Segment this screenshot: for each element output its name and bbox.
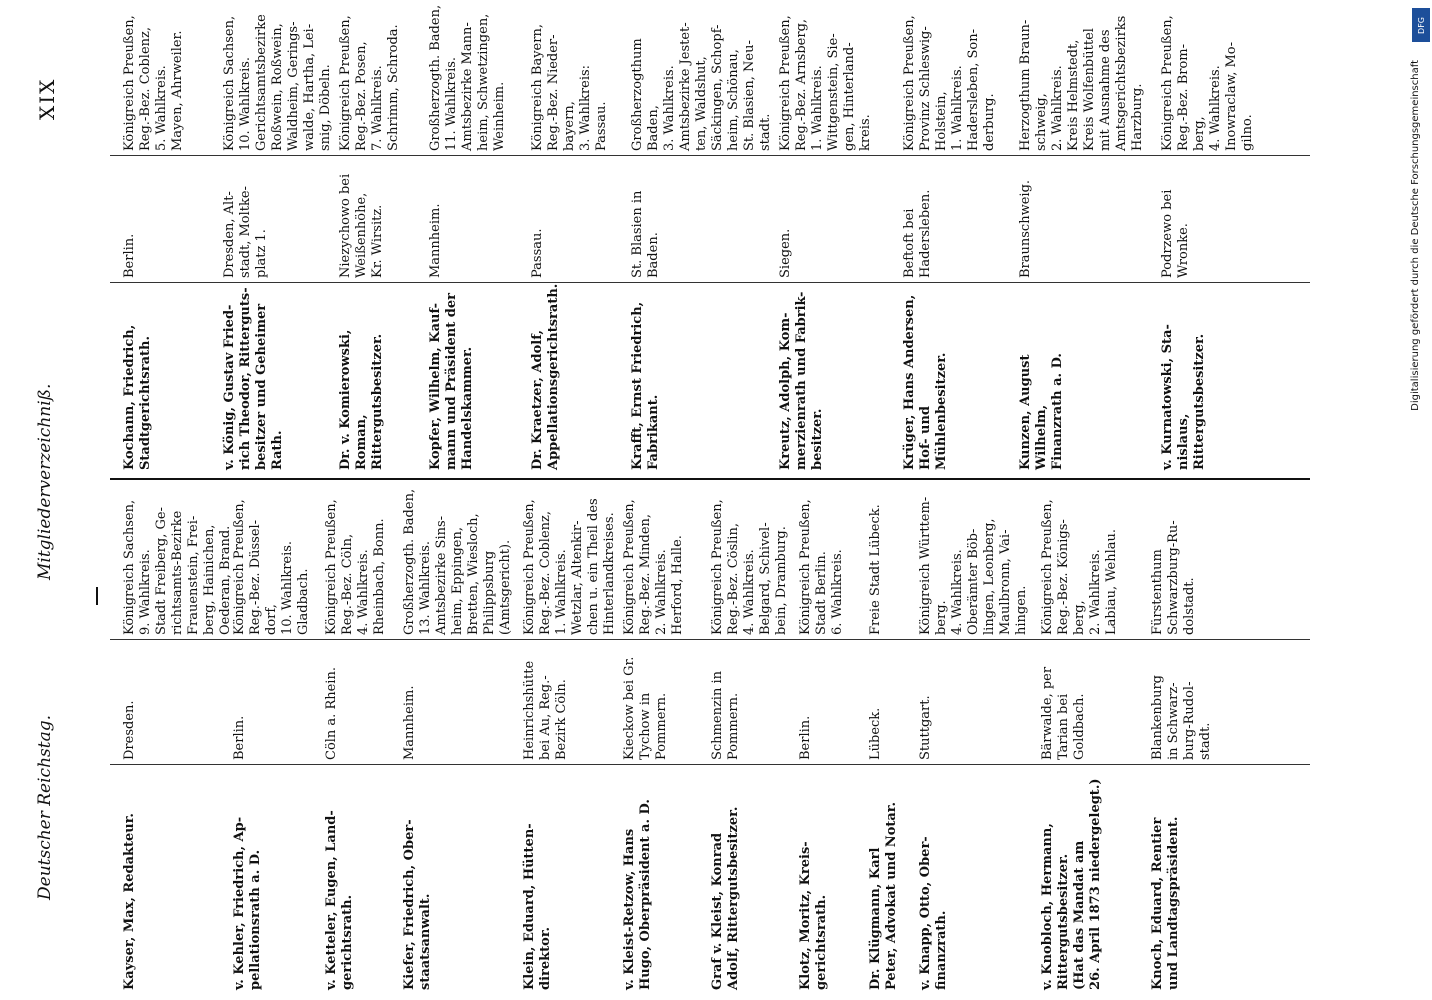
entry-district: Großherzogth. Baden, 13. Wahlkreis. Amtsbezirke Sins- heim, Eppingen, Bretten, Wiesloch, Philippsburg (Amtsgericht). xyxy=(402,488,513,635)
entry-district: Königreich Preußen, Provinz Schleswig- Holstein, 1. Wahlkreis. Hadersleben, Son- derburg. xyxy=(902,15,997,151)
page-number: XIX xyxy=(35,77,59,120)
entry-name: v. Kleist-Retzow, Hans Hugo, Oberpräsident a. D. xyxy=(622,799,653,990)
entry-place: Passau. xyxy=(530,228,545,278)
entry-name: v. Kurnatowski, Sta- nislaus, Rittergutsbesitzer. xyxy=(1160,324,1207,470)
entry-place: Podrzewo bei Wronke. xyxy=(1160,189,1191,278)
entry-place: Kieckow bei Gr. Tychow in Pommern. xyxy=(622,656,669,760)
entry-name: Knoch, Eduard, Rentier und Landtagspräsident. xyxy=(1150,816,1181,990)
header-dash xyxy=(96,587,98,605)
entry-district: Großherzogth. Baden, 11. Wahlkreis. Amtsbezirke Mann- heim, Schwetzingen, Weinheim. xyxy=(428,4,507,151)
entry-name: Graf v. Kleist, Konrad Adolf, Rittergutsbesitzer. xyxy=(710,806,741,990)
dfg-logo-badge xyxy=(1412,8,1430,42)
entry-place: St. Blasien in Baden. xyxy=(630,190,661,278)
entry-place: Niezychowo bei Weißenhöhe, Kr. Wirsitz. xyxy=(338,173,385,278)
entry-name: v. Knobloch, Hermann, Rittergutsbesitzer. (Hat das Mandat am 26. April 1873 niedergelegt.) xyxy=(1040,778,1103,990)
entry-district: Freie Stadt Lübeck. xyxy=(868,504,883,635)
entry-district: Fürstenthum Schwarzburg-Ru- dolstadt. xyxy=(1150,520,1197,635)
entry-district: Königreich Preußen, Reg.-Bez. Minden, 2. Wahlkreis. Herford, Halle. xyxy=(622,499,685,635)
entry-name: Klein, Eduard, Hütten- direktor. xyxy=(522,823,553,990)
entry-district: Königreich Württem- berg. 4. Wahlkreis. Oberämter Böb- lingen, Leonberg, Maulbronn, Vai- hingen. xyxy=(918,496,1029,635)
entry-place: Dresden, Alt- stadt, Moltke- platz 1. xyxy=(222,186,269,278)
entry-name: Dr. Kraetzer, Adolf, Appellationsgerichtsrath. xyxy=(530,283,561,470)
entry-district: Königreich Sachsen, 10. Wahlkreis. Gerichtsamtsbezirke Roßwein, Roßwein, Waldheim, Gerings- walde, Hartha, Lei- snig, Döbeln. xyxy=(222,14,333,151)
entry-district: Herzogthum Braun- schweig, 2. Wahlkreis. Kreis Helmstedt, Kreis Wolfenbüttel mit Ausnahme des Amtsgerichtsbezirks Harzburg. xyxy=(1018,15,1145,151)
entry-district: Königreich Sachsen, 9. Wahlkreis. Stadt Freiberg, Ge- richtsamts-Bezirke Frauenstein, Frei- berg, Hainichen, Oederan, Brand. xyxy=(122,499,233,635)
entry-name: Klotz, Moritz, Kreis- gerichtsrath. xyxy=(798,841,829,990)
entry-district: Königreich Preußen, Reg.-Bez. Coblenz, 1. Wahlkreis. Wetzlar, Altenkir- chen u. ein Theil des Hinterlandkreises. xyxy=(522,498,617,635)
entry-place: Beftoft bei Hadersleben. xyxy=(902,189,933,278)
entry-place: Stuttgart. xyxy=(918,695,933,760)
entry-name: Kayser, Max, Redakteur. xyxy=(122,813,137,990)
entry-district: Königreich Preußen, Reg.-Bez. Düssel- dorf, 10. Wahlkreis. Gladbach. xyxy=(232,499,311,635)
entry-place: Berlin. xyxy=(122,233,137,278)
page-header xyxy=(0,0,100,1000)
entry-name: Krafft, Ernst Friedrich, Fabrikant. xyxy=(630,301,661,470)
digitization-credit-text: Digitalisierung gefördert durch die Deutsche Forschungsgemeinschaft xyxy=(1410,60,1421,411)
column-rule xyxy=(110,282,1310,283)
column-rule xyxy=(110,764,1310,765)
entry-name: v. Kehler, Friedrich, Ap- pellationsrath a. D. xyxy=(232,816,263,990)
left-column-table xyxy=(110,480,1310,1000)
entry-place: Lübeck. xyxy=(868,707,883,760)
entry-name: Kunzen, August Wilhelm, Finanzrath a. D. xyxy=(1018,353,1065,470)
entry-district: Königreich Preußen, Stadt Berlin. 6. Wahlkreis. xyxy=(798,499,845,635)
digitization-credit xyxy=(1410,60,1426,600)
column-rule xyxy=(110,639,1310,640)
entry-place: Heinrichshütte bei Au, Reg.- Bezirk Cöln. xyxy=(522,660,569,760)
entry-place: Berlin. xyxy=(798,715,813,760)
entry-place: Dresden. xyxy=(122,700,137,760)
entry-name: Dr. v. Komierowski, Roman, Rittergutsbesitzer. xyxy=(338,329,385,470)
entry-district: Königreich Preußen, Reg.-Bez. Königs- berg, 2. Wahlkreis. Labiau, Wehlau. xyxy=(1040,499,1119,635)
entry-place: Blankenburg in Schwarz- burg-Rudol- stadt. xyxy=(1150,674,1213,760)
entry-name: Dr. Klügmann, Karl Peter, Advokat und Notar. xyxy=(868,802,899,990)
entry-district: Königreich Preußen, Reg.-Bez. Coblenz, 5. Wahlkreis. Mayen, Ahrweiler. xyxy=(122,15,185,151)
entry-district: Königreich Bayern, Reg.-Bez. Nieder- bayern, 3. Wahlkreis: Passau. xyxy=(530,24,609,151)
header-left-title: Deutscher Reichstag. xyxy=(35,715,55,900)
entry-place: Bärwalde, per Tarian bei Goldbach. xyxy=(1040,666,1087,760)
column-rule xyxy=(110,155,1310,156)
entry-name: v. Ketteler, Eugen, Land- gerichtsrath. xyxy=(324,810,355,990)
entry-name: Kopfer, Wilhelm, Kauf- mann und Präsident der Handelskammer. xyxy=(428,293,475,470)
entry-name: Kiefer, Friedrich, Ober- staatsanwalt. xyxy=(402,819,433,990)
entry-place: Siegen. xyxy=(778,228,793,278)
entry-place: Berlin. xyxy=(232,715,247,760)
entry-name: v. König, Gustav Fried- rich Theodor, Ritterguts- besitzer und Geheimer Rath. xyxy=(222,287,285,470)
entry-place: Mannheim. xyxy=(402,685,417,760)
header-right-title: Mitgliederverzeichniß. xyxy=(35,383,55,580)
entry-district: Königreich Preußen, Reg.-Bez. Brom- berg, 4. Wahlkreis. Inowraclaw, Mo- gilno. xyxy=(1160,15,1255,151)
entry-place: Braunschweig. xyxy=(1018,179,1033,278)
entry-name: Kreutz, Adolph, Kom- merzienrath und Fabrik- besitzer. xyxy=(778,291,825,470)
entry-district: Königreich Preußen, Reg.-Bez. Posen, 7. Wahlkreis. Schrimm, Schroda. xyxy=(338,15,401,151)
entry-district: Königreich Preußen, Reg.-Bez. Cöln, 4. Wahlkreis. Rheinbach, Bonn. xyxy=(324,499,387,635)
entry-district: Königreich Preußen, Reg.-Bez. Arnsberg, 1. Wahlkreis. Wittgenstein, Sie- gen, Hinterland- kreis. xyxy=(778,15,873,151)
right-column-table xyxy=(110,0,1310,478)
entry-place: Schmenzin in Pommern. xyxy=(710,671,741,760)
entry-district: Königreich Preußen, Reg.-Bez. Cöslin, 4. Wahlkreis. Belgard, Schivel- bein, Dramburg. xyxy=(710,499,789,635)
entry-district: Großherzogthum Baden, 3. Wahlkreis. Amtsbezirke Jestet- ten, Waldshut, Säckingen, Schopf- heim, Schönau, St. Blasien, Neu- stadt. xyxy=(630,22,773,151)
entry-name: Krüger, Hans Andersen, Hof- und Mühlenbesitzer. xyxy=(902,294,949,470)
entry-name: Kochann, Friedrich, Stadtgerichtsrath. xyxy=(122,324,153,470)
entry-place: Cöln a. Rhein. xyxy=(324,667,339,760)
dfg-logo-text: DFG xyxy=(1416,16,1426,34)
entry-place: Mannheim. xyxy=(428,203,443,278)
entry-name: v. Knapp, Otto, Ober- finanzrath. xyxy=(918,836,949,990)
